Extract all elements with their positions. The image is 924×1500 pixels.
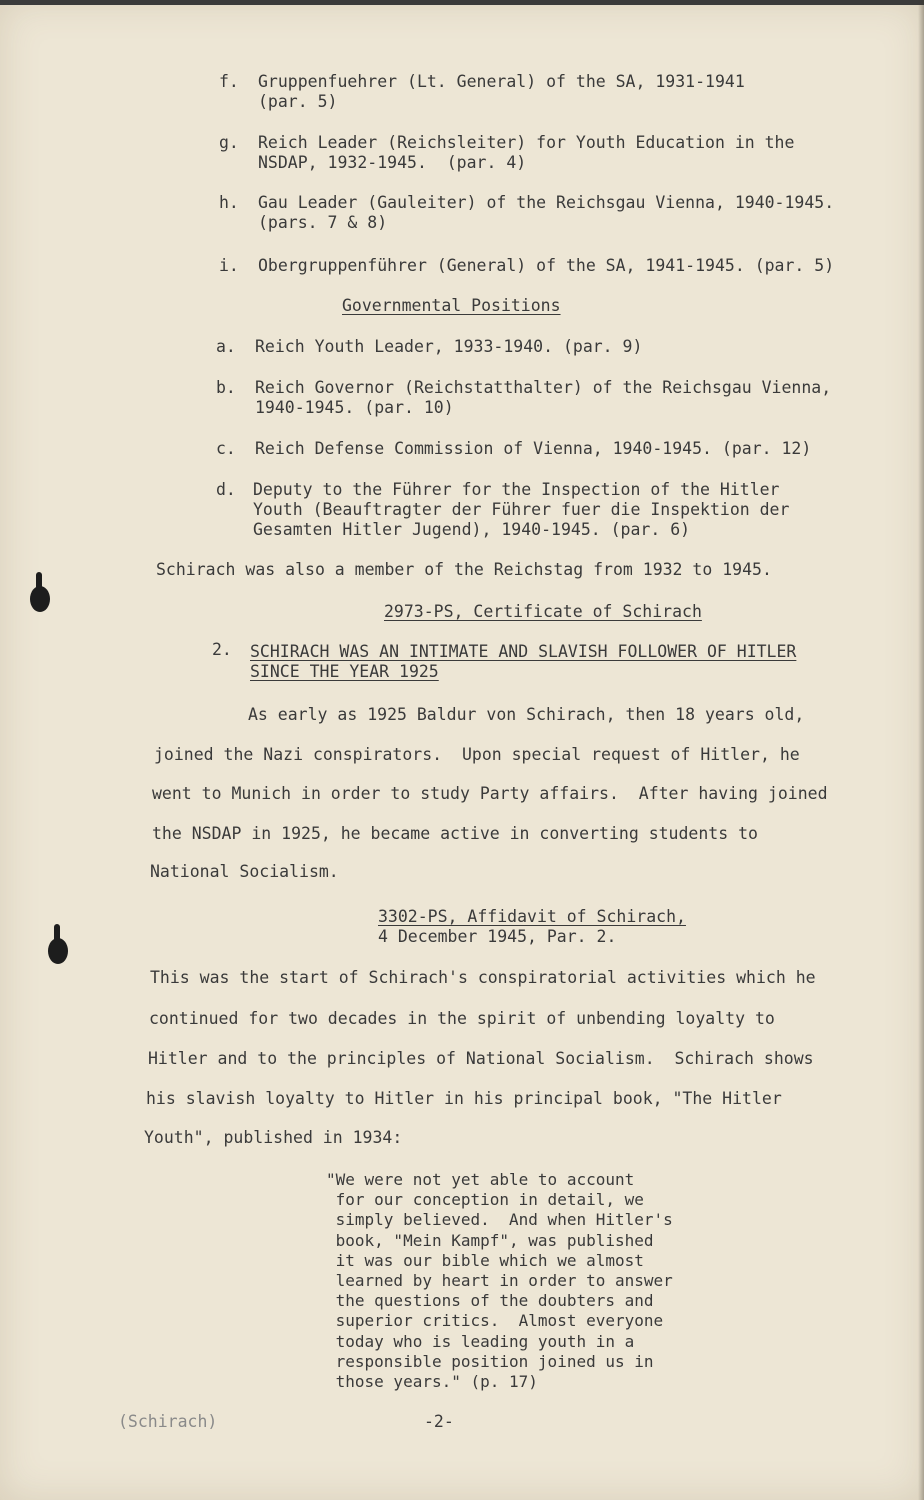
- item-letter: b.: [216, 378, 236, 397]
- body-line: Schirach was also a member of the Reichstag from 1932 to 1945.: [156, 560, 772, 579]
- item-line: Gesamten Hitler Jugend), 1940-1945. (par. 6): [253, 520, 691, 539]
- item-letter: c.: [216, 439, 236, 458]
- body-line: went to Munich in order to study Party affairs. After having joined: [152, 784, 828, 803]
- item-line: Gau Leader (Gauleiter) of the Reichsgau Vienna, 1940-1945.: [258, 193, 835, 212]
- item-line: (par. 5): [258, 92, 338, 111]
- punch-hole-mark: [30, 586, 50, 612]
- body-line: the NSDAP in 1925, he became active in converting students to: [152, 824, 758, 843]
- quote-line: those years." (p. 17): [326, 1372, 538, 1392]
- citation: 3302-PS, Affidavit of Schirach,: [378, 907, 686, 926]
- item-line: Deputy to the Führer for the Inspection of the Hitler: [253, 480, 780, 499]
- citation: 4 December 1945, Par. 2.: [378, 927, 617, 946]
- item-line: Youth (Beauftragter der Führer fuer die Inspektion der: [253, 500, 790, 519]
- section-heading: Governmental Positions: [342, 296, 561, 315]
- top-edge: [0, 0, 924, 5]
- body-line: Hitler and to the principles of National Socialism. Schirach shows: [148, 1049, 814, 1068]
- quote-line: the questions of the doubters and: [326, 1291, 654, 1311]
- right-edge-shadow: [918, 0, 924, 1500]
- section-heading: SCHIRACH WAS AN INTIMATE AND SLAVISH FOLLOWER OF HITLER: [250, 642, 797, 661]
- body-line: Youth", published in 1934:: [144, 1128, 403, 1147]
- quote-line: for our conception in detail, we: [326, 1190, 644, 1210]
- punch-hole-mark: [48, 938, 68, 964]
- citation: 2973-PS, Certificate of Schirach: [384, 602, 702, 621]
- quote-line: today who is leading youth in a: [326, 1331, 635, 1351]
- body-line: his slavish loyalty to Hitler in his principal book, "The Hitler: [146, 1089, 782, 1108]
- item-letter: i.: [219, 256, 239, 275]
- item-line: Reich Governor (Reichstatthalter) of the Reichsgau Vienna,: [255, 378, 832, 397]
- quote-line: "We were not yet able to account: [326, 1170, 635, 1189]
- item-line: Gruppenfuehrer (Lt. General) of the SA, 1931-1941: [258, 72, 745, 91]
- body-line: continued for two decades in the spirit of unbending loyalty to: [149, 1009, 775, 1028]
- item-line: 1940-1945. (par. 10): [255, 398, 454, 417]
- quote-line: book, "Mein Kampf", was published: [326, 1230, 654, 1250]
- item-line: (pars. 7 & 8): [258, 213, 388, 232]
- item-letter: g.: [219, 133, 239, 152]
- quote-line: responsible position joined us in: [326, 1351, 654, 1371]
- item-line: NSDAP, 1932-1945. (par. 4): [258, 153, 527, 172]
- item-letter: d.: [216, 480, 236, 499]
- quote-line: superior critics. Almost everyone: [326, 1311, 664, 1331]
- body-line: This was the start of Schirach's conspiratorial activities which he: [150, 968, 816, 987]
- body-line: As early as 1925 Baldur von Schirach, then 18 years old,: [248, 705, 805, 724]
- section-heading: SINCE THE YEAR 1925: [250, 662, 439, 681]
- item-letter: a.: [216, 337, 236, 356]
- item-letter: h.: [219, 193, 239, 212]
- item-line: Reich Leader (Reichsleiter) for Youth Education in the: [258, 133, 795, 152]
- quote-line: learned by heart in order to answer: [326, 1271, 673, 1291]
- item-line: Reich Youth Leader, 1933-1940. (par. 9): [255, 337, 643, 356]
- section-number: 2.: [212, 640, 232, 659]
- body-line: National Socialism.: [150, 862, 339, 881]
- body-line: joined the Nazi conspirators. Upon special request of Hitler, he: [154, 745, 800, 764]
- item-letter: f.: [219, 72, 239, 91]
- footer-name: (Schirach): [118, 1412, 218, 1431]
- block-quote: [326, 1170, 686, 1392]
- quote-line: simply believed. And when Hitler's: [326, 1210, 673, 1230]
- quote-line: it was our bible which we almost: [326, 1250, 644, 1270]
- item-line: Obergruppenführer (General) of the SA, 1941-1945. (par. 5): [258, 256, 835, 275]
- page-number: -2-: [424, 1412, 454, 1431]
- item-line: Reich Defense Commission of Vienna, 1940-1945. (par. 12): [255, 439, 812, 458]
